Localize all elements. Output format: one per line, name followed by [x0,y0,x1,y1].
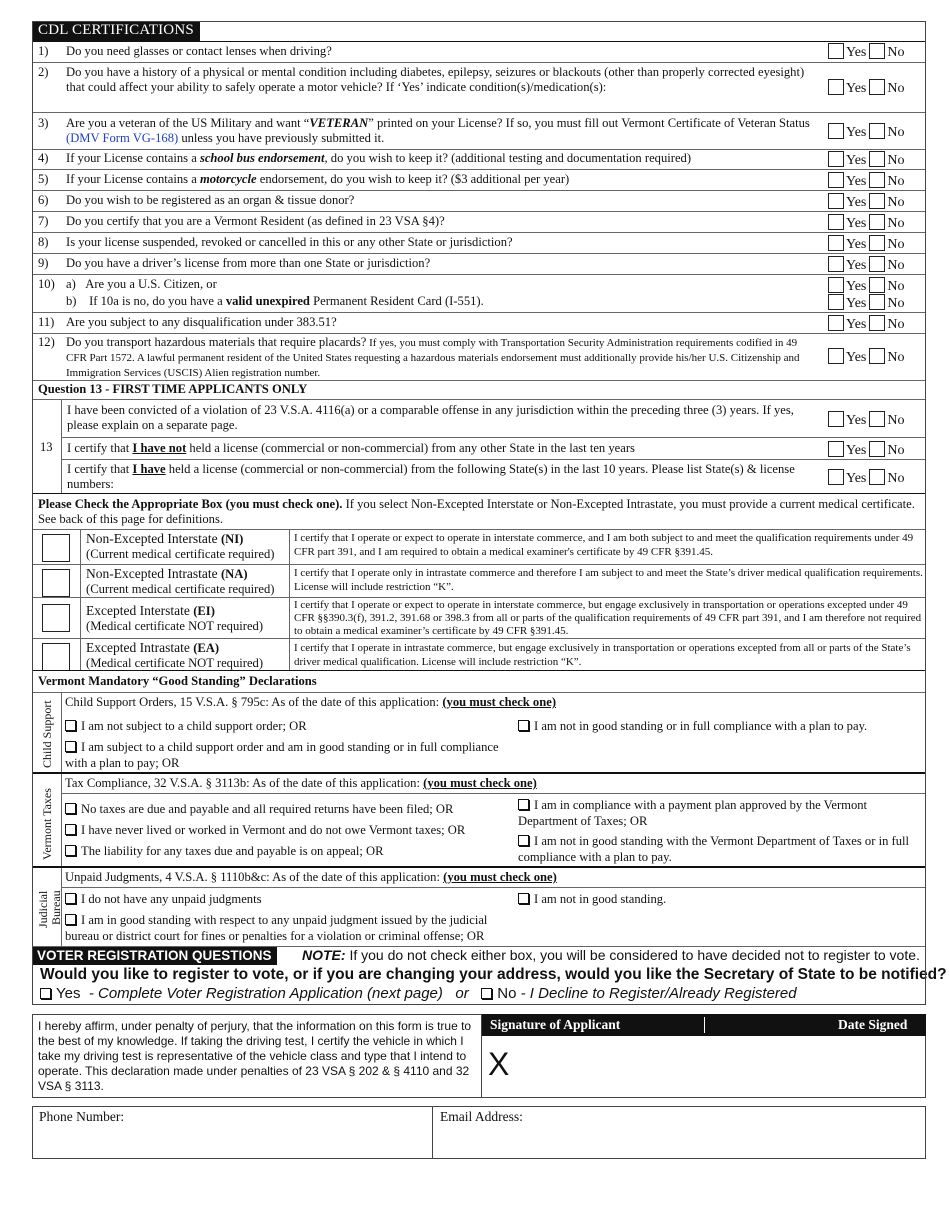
yes-checkbox[interactable] [828,315,844,331]
child-support-option-1: I am not subject to a child support order; OR [65,719,505,734]
question-text: Are you a veteran of the US Military and want “VETERAN” printed on your License? If so, you must fill out Vermont Certificate of Veteran Status (DMV Form VG-168) unless you have previously submitted it. [66,116,810,145]
section-title: CDL CERTIFICATIONS [32,21,200,41]
affirmation-text: I hereby affirm, under penalty of perjury, that the information on this form is true to the best of my knowledge. If taking the driving test, I certify the vehicle in which I take my driving test is representative of the vehicle class and type that I intend to operate. This declaration made under penalties of 23 VSA § 202 & § 4110 and 32 VSA § 3113. [38,1019,472,1093]
question-text: Do you transport hazardous materials that require placards? If yes, you must comply with Transportation Security Administration requirements codified in 49 CFR Part 1572. A lawful permanent resident of the United States requesting a hazardous materials endorsement must additionally provide his/her U.S. Citizenship and Immigration Services (USCIS) Alien registration number. [66,335,800,379]
yes-no-group: Yes No [828,214,905,232]
voter-question: Would you like to register to vote, or if you are changing your address, would you like the Secretary of State to be notified? [40,966,947,983]
no-checkbox[interactable] [869,172,885,188]
no-checkbox[interactable] [869,411,885,427]
yes-checkbox[interactable] [828,294,844,310]
tax-option-4: I am in compliance with a payment plan approved by the Vermont Department of Taxes; OR [518,798,868,828]
question-text: Do you have a driver’s license from more than one State or jurisdiction? [66,256,431,270]
judicial-option-1: I do not have any unpaid judgments [65,892,510,907]
yes-checkbox[interactable] [828,193,844,209]
judicial-option-2: I am in good standing with respect to any unpaid judgment issued by the judicial bureau or district court for fines or penalties for a violation or criminal offense; OR [65,913,488,943]
dmv-form-link[interactable]: (DMV Form VG-168) [66,131,179,145]
no-checkbox[interactable] [869,193,885,209]
signature-field[interactable] [482,1037,926,1098]
checkbox[interactable] [65,720,76,731]
yes-no-group: Yes No [828,348,905,366]
yes-checkbox[interactable] [828,123,844,139]
judicial-side-label: Judicial [36,890,50,928]
no-checkbox[interactable] [869,294,885,310]
yes-checkbox[interactable] [828,79,844,95]
checkbox[interactable] [65,803,76,814]
no-checkbox[interactable] [869,235,885,251]
yes-no-group-10a: Yes No [828,277,905,295]
yes-no-group: Yes No [828,43,905,61]
yes-no-group: Yes No [828,256,905,274]
child-support-option-2: I am subject to a child support order and am in good standing or in full compliance with a plan to pay; OR [65,740,499,770]
question-text: If your License contains a school bus endorsement, do you wish to keep it? (additional testing and documentation required) [66,151,692,165]
yes-no-group: Yes No [828,123,905,141]
no-checkbox[interactable] [869,151,885,167]
checkbox[interactable] [65,741,76,752]
yes-no-group-10b: Yes No [828,294,905,312]
voter-options: Yes - Complete Voter Registration Application (next page) or No - I Decline to Register/Already Registered [40,985,797,1002]
q13-item-3: I certify that I have held a license (commercial or non-commercial) from the following State(s) in the last 10 years. Please list State(s) & license numbers: [67,462,795,491]
tax-option-3: The liability for any taxes due and payable is on appeal; OR [65,844,510,859]
no-checkbox[interactable] [869,43,885,59]
tax-heading: Tax Compliance, 32 V.S.A. § 3113b: As of the date of this application: (you must check one) [65,776,537,790]
ei-label: Excepted Interstate (EI) (Medical certificate NOT required) [86,603,264,633]
checkbox[interactable] [65,824,76,835]
no-checkbox[interactable] [869,123,885,139]
signature-label: Signature of Applicant [490,1017,621,1032]
no-checkbox[interactable] [869,277,885,293]
yes-checkbox[interactable] [828,441,844,457]
vermont-taxes-side-label: Vermont Taxes [40,788,54,860]
na-label: Non-Excepted Intrastate (NA) (Current medical certificate required) [86,566,275,596]
yes-no-group: Yes No [828,441,905,459]
yes-checkbox[interactable] [828,235,844,251]
yes-no-group: Yes No [828,469,905,487]
phone-field[interactable] [33,1126,431,1158]
ea-description: I certify that I operate in intrastate commerce, but engage exclusively in transportation or operations excepted from all or parts of the State’s driver medical qualification. License will include restriction “K”. [294,642,911,668]
checkbox[interactable] [518,893,529,904]
ea-label: Excepted Intrastate (EA) (Medical certificate NOT required) [86,640,264,670]
judicial-option-3: I am not in good standing. [518,892,918,907]
tax-option-5: I am not in good standing with the Vermont Department of Taxes or in full compliance with a plan to pay. [518,834,910,864]
checkbox[interactable] [518,799,529,810]
yes-no-group: Yes No [828,315,905,333]
date-signed-label: Date Signed [838,1017,908,1032]
no-checkbox[interactable] [869,256,885,272]
checkbox[interactable] [65,845,76,856]
na-description: I certify that I operate only in intrastate commerce and therefore I am subject to and meet the State’s driver medical qualification requirements. License will include restriction “K”. [294,567,923,593]
ni-description: I certify that I operate or expect to operate in interstate commerce, and I am both subject to and meet the qualification requirements under 49 CFR part 391, and I am required to obtain a medical examiner's certificate by 49 CFR §391.45. [294,532,914,558]
yes-checkbox[interactable] [828,214,844,230]
no-checkbox[interactable] [869,469,885,485]
q13-item-2: I certify that I have not held a license (commercial or non-commercial) from any other State in the last ten years [67,441,635,455]
yes-no-group: Yes No [828,79,905,97]
good-standing-title: Vermont Mandatory “Good Standing” Declarations [38,674,317,688]
yes-no-group: Yes No [828,172,905,190]
voter-note: NOTE: If you do not check either box, you will be considered to have decided not to register to vote. [302,947,920,963]
email-label: Email Address: [440,1109,523,1124]
question-text: Do you need glasses or contact lenses when driving? [66,44,332,58]
yes-checkbox[interactable] [828,411,844,427]
q13-number: 13 [40,440,53,454]
child-support-option-3: I am not in good standing or in full compliance with a plan to pay. [518,719,918,734]
signature-x-mark: X [488,1046,510,1082]
medical-table [32,529,926,670]
medical-instructions: Please Check the Appropriate Box (you must check one). If you select Non-Excepted Interstate or Non-Excepted Intrastate, you must provide a current medical certificate. See back of this page for definitions. [38,497,915,526]
yes-checkbox[interactable] [828,256,844,272]
question-10a: a) Are you a U.S. Citizen, or [66,277,217,291]
ni-checkbox[interactable] [42,534,70,562]
checkbox[interactable] [65,893,76,904]
q13-item-1: I have been convicted of a violation of 23 V.S.A. 4116(a) or a comparable offense in any jurisdiction within the preceding three (3) years. If yes, please explain on a separate page. [67,403,794,432]
yes-no-group: Yes No [828,411,905,429]
yes-checkbox[interactable] [828,469,844,485]
voter-no-option[interactable]: No [481,985,516,1002]
voter-no-checkbox[interactable] [481,988,492,999]
yes-checkbox[interactable] [828,277,844,293]
yes-checkbox[interactable] [828,348,844,364]
question-text: Do you have a history of a physical or mental condition including diabetes, epilepsy, seizures or blackouts (other than properly corrected eyesight) that could affect your ability to safely operate a motor vehicle? If ‘Yes’ indicate condition(s)/medication(s): [66,65,805,94]
question-text: If your License contains a motorcycle endorsement, do you wish to keep it? ($3 additional per year) [66,172,570,186]
yes-no-group: Yes No [828,193,905,211]
tax-option-1: No taxes are due and payable and all required returns have been filed; OR [65,802,510,817]
child-support-side-label: Child Support [40,700,54,768]
yes-checkbox[interactable] [828,151,844,167]
email-field[interactable] [433,1126,925,1158]
judicial-heading: Unpaid Judgments, 4 V.S.A. § 1110b&c: As of the date of this application: (you must check one) [65,870,557,884]
no-checkbox[interactable] [869,315,885,331]
no-checkbox[interactable] [869,348,885,364]
checkbox[interactable] [65,914,76,925]
yes-no-group: Yes No [828,151,905,169]
yes-checkbox[interactable] [828,172,844,188]
voter-yes-option[interactable]: Yes [40,985,80,1002]
question-text: Is your license suspended, revoked or cancelled in this or any other State or jurisdiction? [66,235,513,249]
bureau-side-label: Bureau [49,890,63,925]
no-checkbox[interactable] [869,441,885,457]
question-text: Are you subject to any disqualification under 383.51? [66,315,337,329]
ni-label: Non-Excepted Interstate (NI) (Current medical certificate required) [86,531,275,561]
no-checkbox[interactable] [869,214,885,230]
question-text: Do you wish to be registered as an organ & tissue donor? [66,193,355,207]
yes-no-group: Yes No [828,235,905,253]
voter-yes-checkbox[interactable] [40,988,51,999]
ei-description: I certify that I operate or expect to operate in interstate commerce, but engage exclusively in transportation or operations excepted under 49 CFR §§390.3(f), 391.2, 391.68 or 398.3 from all or parts of the qualification requirements of 49 CFR part 391, and I am therefore not required to obtain a medical examiner’s certificate by 49 CFR §391.45. [294,599,922,637]
phone-label: Phone Number: [39,1109,125,1124]
ei-checkbox[interactable] [42,604,70,632]
no-checkbox[interactable] [869,79,885,95]
tax-option-2: I have never lived or worked in Vermont and do not owe Vermont taxes; OR [65,823,510,838]
checkbox[interactable] [518,720,529,731]
na-checkbox[interactable] [42,569,70,597]
question-10b: b) If 10a is no, do you have a valid unexpired Permanent Resident Card (I-551). [66,294,484,308]
question-text: Do you certify that you are a Vermont Resident (as defined in 23 VSA §4)? [66,214,445,228]
question-number: 1) [38,44,49,58]
q13-title: Question 13 - FIRST TIME APPLICANTS ONLY [38,382,308,396]
voter-title: VOTER REGISTRATION QUESTIONS [32,947,277,965]
ea-checkbox[interactable] [42,643,70,671]
child-support-heading: Child Support Orders, 15 V.S.A. § 795c: As of the date of this application: (you must check one) [65,695,557,709]
yes-checkbox[interactable] [828,43,844,59]
checkbox[interactable] [518,835,529,846]
